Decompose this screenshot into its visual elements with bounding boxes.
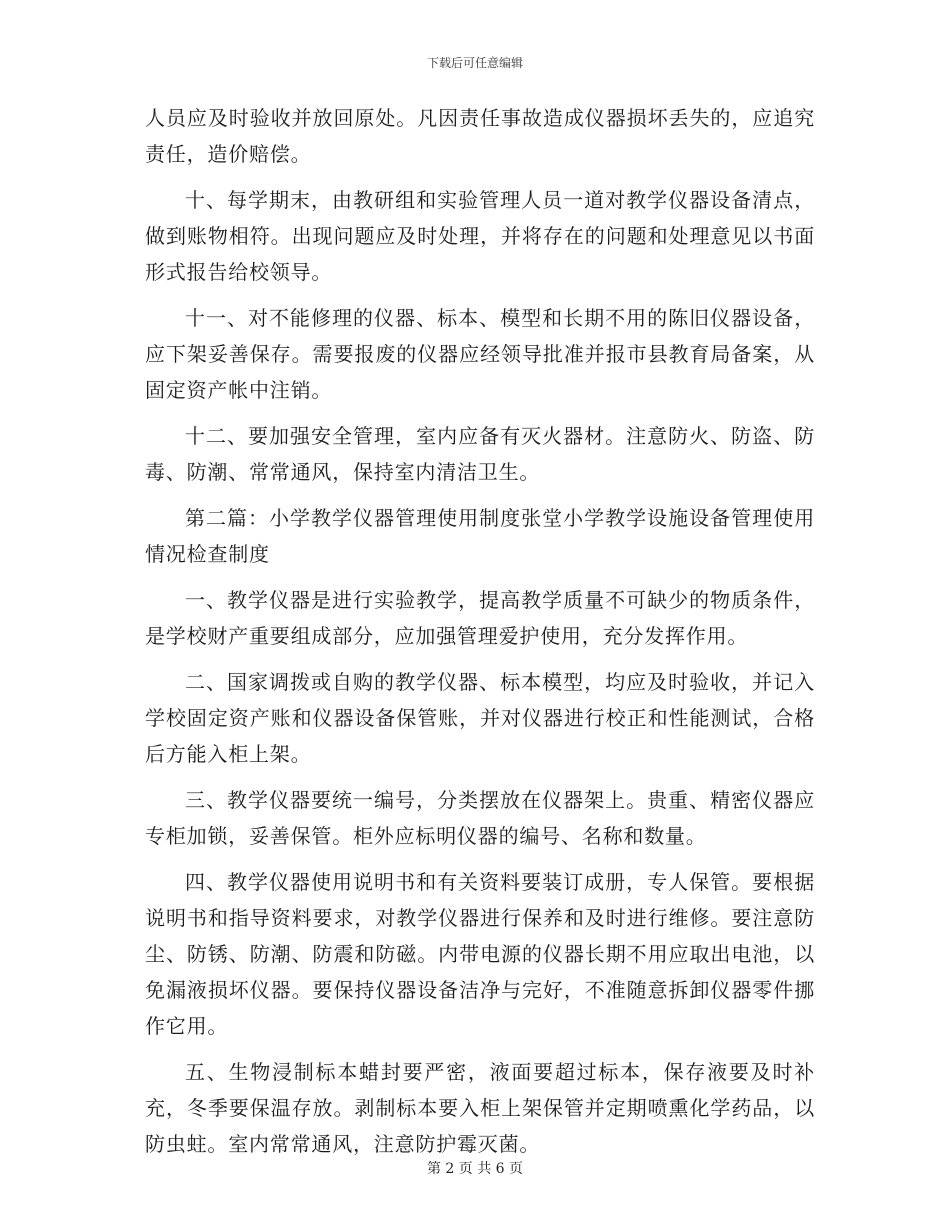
paragraph-item-4: 四、教学仪器使用说明书和有关资料要装订成册，专人保管。要根据说明书和指导资料要求，对教学仪器进行保养和及时进行维修。要注意防尘、防锈、防潮、防震和防磁。内带电源的仪器长期不用应取出电池，以免漏液损坏仪器。要保持仪器设备洁净与完好，不准随意拆卸仪器零件挪作它用。: [145, 870, 815, 1038]
page-footer: 第 2 页 共 6 页: [426, 1161, 524, 1177]
paragraph-item-1: 一、教学仪器是进行实验教学，提高教学质量不可缺少的物质条件，是学校财产重要组成部分，应加强管理爱护使用，充分发挥作用。: [145, 588, 815, 648]
paragraph-item-10: 十、每学期末，由教研组和实验管理人员一道对教学仪器设备清点，做到账物相符。出现问题应及时处理，并将存在的问题和处理意见以书面形式报告给校领导。: [145, 188, 815, 284]
paragraph-item-5: 五、生物浸制标本蜡封要严密，液面要超过标本，保存液要及时补充，冬季要保温存放。剥制标本要入柜上架保管并定期喷熏化学药品，以防虫蛀。室内常常通风，注意防护霉灭菌。: [145, 1060, 815, 1156]
paragraph-item-3: 三、教学仪器要统一编号，分类摆放在仪器架上。贵重、精密仪器应专柜加锁，妥善保管。柜外应标明仪器的编号、名称和数量。: [145, 788, 815, 848]
paragraph-item-11: 十一、对不能修理的仪器、标本、模型和长期不用的陈旧仪器设备，应下架妥善保存。需要报废的仪器应经领导批准并报市县教育局备案，从固定资产帐中注销。: [145, 306, 815, 402]
document-body: [145, 100, 815, 1172]
paragraph-item-12: 十二、要加强安全管理，室内应备有灭火器材。注意防火、防盗、防毒、防潮、常常通风，保持室内清洁卫生。: [145, 424, 815, 484]
page-header: 下载后可任意编辑: [426, 56, 523, 70]
paragraph-item-2: 二、国家调拨或自购的教学仪器、标本模型，均应及时验收，并记入学校固定资产账和仪器设备保管账，并对仪器进行校正和性能测试，合格后方能入柜上架。: [145, 670, 815, 766]
paragraph-continued: 人员应及时验收并放回原处。凡因责任事故造成仪器损坏丢失的，应追究责任，造价赔偿。: [145, 106, 815, 166]
section-heading: 第二篇：小学教学仪器管理使用制度张堂小学教学设施设备管理使用情况检查制度: [145, 506, 815, 566]
